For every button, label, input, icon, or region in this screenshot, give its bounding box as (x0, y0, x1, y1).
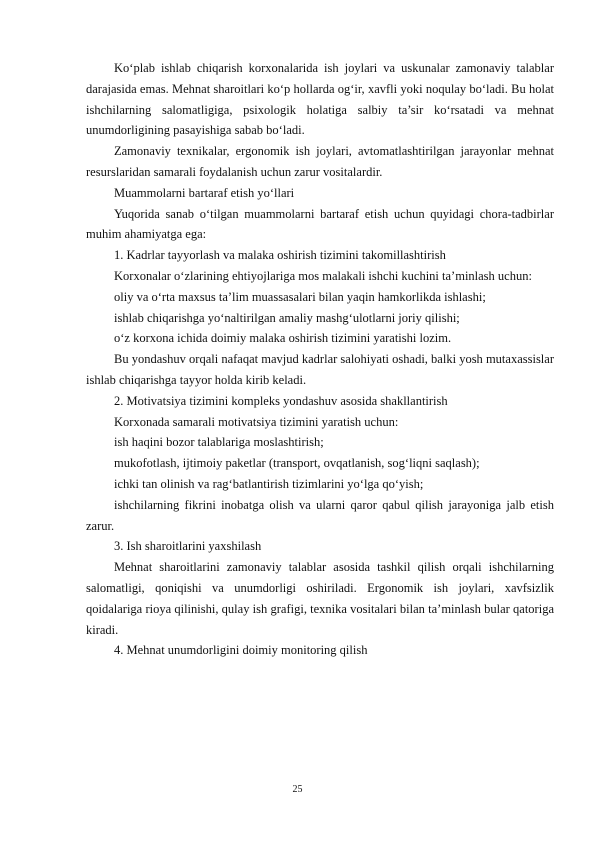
paragraph-enterprises: Korxonalar o‘zlarining ehtiyojlariga mos malakali ishchi kuchini ta’minlash uchun: (114, 268, 532, 283)
paragraph-conditions: Mehnat sharoitlarini zamonaviy talablar asosida tashkil qilish orqali ishchilarning salomatligi, qoniqishi va unumdorligi oshiriladi. Ergonomik ish joylari, xavfsizlik qoidalariga rioya qilinishi, qulay ish grafigi, texnika vositalari bilan ta’minlash bular qatoriga kiradi. (86, 560, 554, 637)
page-number: 25 (292, 784, 303, 795)
list-item: ishchilarning fikrini inobatga olish va ularni qaror qabul qilish jarayoniga jalb etish zarur. (86, 497, 554, 533)
paragraph-modern-tech: Zamonaviy texnikalar, ergonomik ish joylari, avtomatlashtirilgan jarayonlar mehnat resurslaridan samarali foydalanish uchun zarur vositalardir. (86, 144, 554, 179)
list-item: oliy va o‘rta maxsus ta’lim muassasalari bilan yaqin hamkorlikda ishlashi; (114, 289, 486, 304)
list-item: ichki tan olinish va rag‘batlantirish tizimlarini yo‘lga qo‘yish; (114, 476, 424, 491)
heading-training: 1. Kadrlar tayyorlash va malaka oshirish tizimini takomillashtirish (114, 248, 446, 263)
paragraph-intro: Ko‘plab ishlab chiqarish korxonalarida ish joylari va uskunalar zamonaviy talablar darajasida emas. Mehnat sharoitlari ko‘p hollarda og‘ir, xavfli yoki noqulay bo‘ladi. Bu holat ishchilarning salomatligiga, psixologik holatiga salbiy ta’sir ko‘rsatadi va mehnat unumdorligining pasayishiga sabab bo‘ladi. (86, 61, 554, 138)
paragraph-motivation-intro: Korxonada samarali motivatsiya tizimini yaratish uchun: (114, 414, 399, 429)
list-item: mukofotlash, ijtimoiy paketlar (transport, ovqatlanish, sog‘liqni saqlash); (114, 456, 480, 471)
heading-conditions: 3. Ish sharoitlarini yaxshilash (114, 539, 262, 554)
section-heading-solutions: Muammolarni bartaraf etish yo‘llari (114, 185, 295, 200)
heading-motivation: 2. Motivatsiya tizimini kompleks yondashuv asosida shakllantirish (114, 393, 448, 408)
paragraph-measures: Yuqorida sanab o‘tilgan muammolarni bartaraf etish uchun quyidagi chora-tadbirlar muhim ahamiyatga ega: (86, 206, 554, 242)
list-item: ishlab chiqarishga yo‘naltirilgan amaliy mashg‘ulotlarni joriy qilishi; (114, 310, 460, 325)
list-item: o‘z korxona ichida doimiy malaka oshirish tizimini yaratishi lozim. (114, 331, 452, 346)
list-item: ish haqini bozor talablariga moslashtirish; (114, 435, 324, 450)
page-body (86, 58, 554, 661)
heading-monitoring: 4. Mehnat unumdorligini doimiy monitoring qilish (114, 643, 368, 658)
paragraph-approach: Bu yondashuv orqali nafaqat mavjud kadrlar salohiyati oshadi, balki yosh mutaxassislar ishlab chiqarishga tayyor holda kirib keladi. (86, 352, 554, 387)
